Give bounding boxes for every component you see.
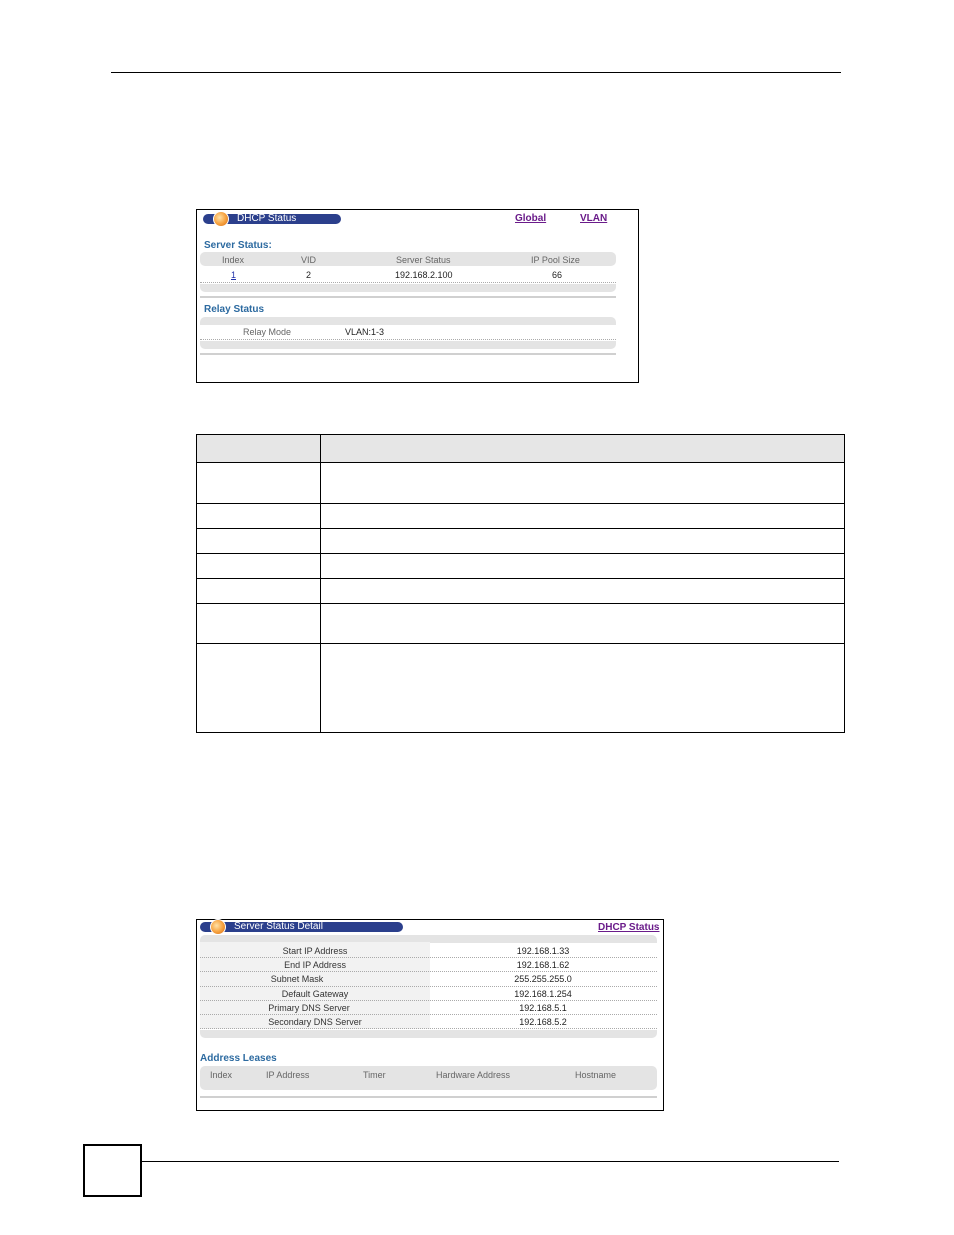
end-ip-value: 192.168.1.62 <box>516 960 570 970</box>
table-cell <box>197 529 321 554</box>
lease-col-index: Index <box>210 1070 233 1080</box>
row-divider <box>200 282 616 283</box>
detail-title: Server Status Detail <box>234 921 323 932</box>
lease-col-hardware-address: Hardware Address <box>436 1070 511 1080</box>
server-row-vid: 2 <box>306 270 312 280</box>
relay-divider <box>200 339 616 340</box>
start-ip-label: Start IP Address <box>282 946 348 956</box>
relay-mode-label: Relay Mode <box>243 327 292 337</box>
end-ip-label: End IP Address <box>284 960 346 970</box>
primary-dns-value: 192.168.5.1 <box>519 1003 567 1013</box>
table-row <box>197 644 845 733</box>
table-cell <box>321 504 845 529</box>
row-divider <box>200 986 657 987</box>
server-row-status: 192.168.2.100 <box>395 270 453 280</box>
table-row <box>197 529 845 554</box>
relay-mode-value: VLAN:1-3 <box>345 327 385 337</box>
section-separator <box>200 296 616 298</box>
secondary-dns-value: 192.168.5.2 <box>519 1017 567 1027</box>
lease-col-hostname: Hostname <box>575 1070 617 1080</box>
row-divider <box>200 971 657 972</box>
table-cell <box>197 554 321 579</box>
table-row <box>197 554 845 579</box>
secondary-dns-label: Secondary DNS Server <box>268 1017 362 1027</box>
relay-status-label: Relay Status <box>204 304 265 315</box>
table-row <box>197 504 845 529</box>
vlan-link[interactable]: VLAN <box>580 213 608 224</box>
dhcp-status-panel <box>196 209 639 383</box>
row-divider <box>200 1014 657 1015</box>
dhcp-status-link[interactable]: DHCP Status <box>598 922 660 933</box>
page-number-box <box>83 1144 142 1197</box>
server-row-pool-size: 66 <box>552 270 563 280</box>
status-orb-icon <box>213 211 229 227</box>
table-row <box>197 463 845 504</box>
row-divider <box>200 1000 657 1001</box>
field-description-table <box>196 434 845 733</box>
address-leases-label: Address Leases <box>200 1053 277 1064</box>
panel-title: DHCP Status <box>237 213 297 224</box>
primary-dns-label: Primary DNS Server <box>268 1003 350 1013</box>
status-orb-icon <box>210 919 226 935</box>
col-index: Index <box>222 255 245 265</box>
table-row <box>197 579 845 604</box>
table-cell <box>197 644 321 733</box>
table-cell <box>321 579 845 604</box>
default-gateway-value: 192.168.1.254 <box>514 989 572 999</box>
server-status-footer <box>200 284 616 292</box>
header-description-cell <box>321 435 845 463</box>
lease-col-ip-address: IP Address <box>266 1070 310 1080</box>
bottom-separator <box>200 353 616 355</box>
header-rule <box>111 72 841 73</box>
table-cell <box>197 579 321 604</box>
table-header-row <box>197 435 845 463</box>
server-status-label: Server Status: <box>204 240 272 251</box>
col-ip-pool-size: IP Pool Size <box>531 255 580 265</box>
header-label-cell <box>197 435 321 463</box>
global-link[interactable]: Global <box>515 213 547 224</box>
table-cell <box>321 604 845 644</box>
col-vid: VID <box>301 255 317 265</box>
table-cell <box>321 463 845 504</box>
start-ip-value: 192.168.1.33 <box>516 946 570 956</box>
detail-bottom-bar <box>200 1030 657 1038</box>
panel-title-bar <box>203 214 341 224</box>
row-divider <box>200 957 657 958</box>
col-server-status: Server Status <box>396 255 451 265</box>
server-row-index-link[interactable]: 1 <box>231 270 237 280</box>
detail-title-bar <box>200 922 403 932</box>
table-cell <box>197 463 321 504</box>
table-cell <box>321 554 845 579</box>
table-cell <box>197 504 321 529</box>
relay-status-footer <box>200 341 616 349</box>
table-cell <box>197 604 321 644</box>
table-cell <box>321 644 845 733</box>
lease-col-timer: Timer <box>363 1070 386 1080</box>
footer-rule <box>140 1161 839 1162</box>
server-status-detail-panel <box>196 919 664 1111</box>
row-divider <box>200 1028 657 1029</box>
table-cell <box>321 529 845 554</box>
default-gateway-label: Default Gateway <box>281 989 349 999</box>
relay-status-header <box>200 317 616 325</box>
table-row <box>197 604 845 644</box>
leases-bottom-separator <box>200 1096 657 1098</box>
subnet-mask-label: Subnet Mask <box>270 974 324 984</box>
subnet-mask-value: 255.255.255.0 <box>514 974 572 984</box>
